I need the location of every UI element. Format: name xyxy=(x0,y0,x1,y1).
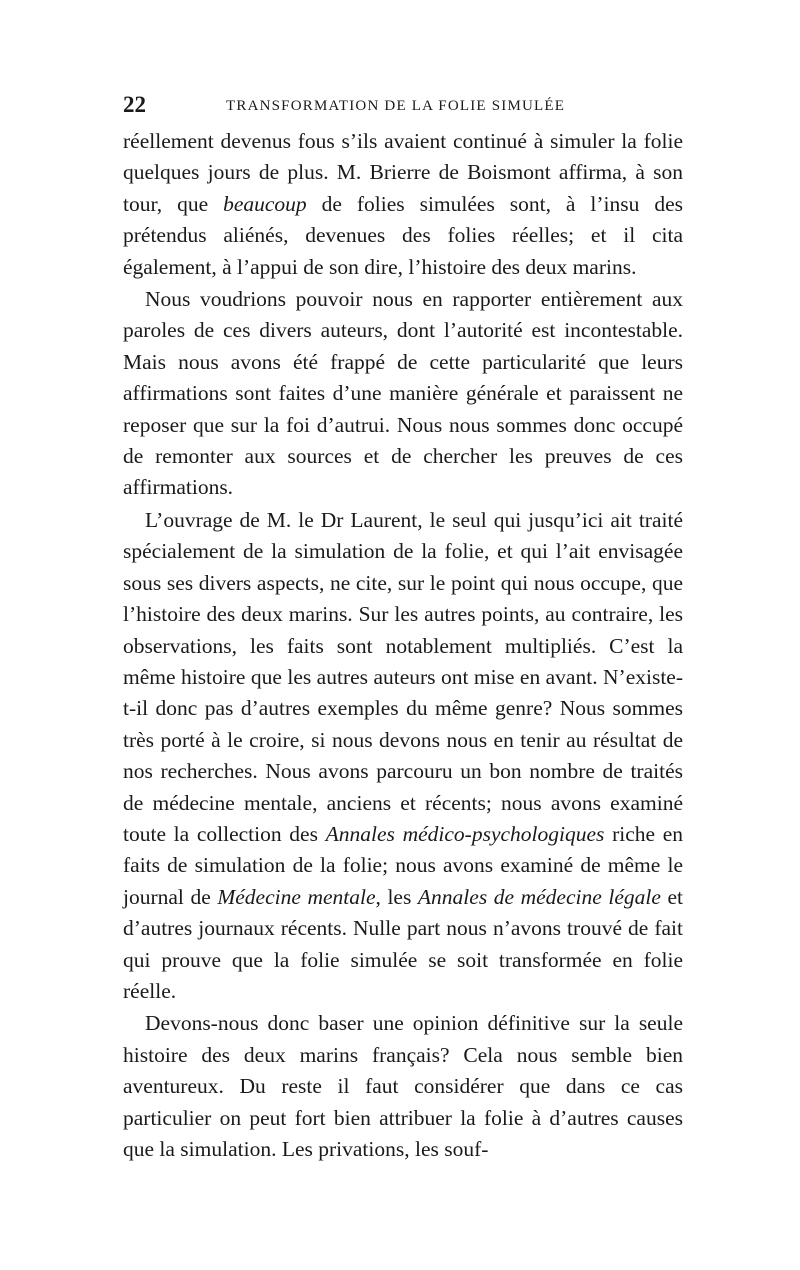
italic-title: beaucoup xyxy=(223,191,307,216)
body-text xyxy=(123,126,683,1165)
italic-title: Annales médico-psychologiques xyxy=(325,821,605,846)
paragraph-4 xyxy=(123,1008,683,1165)
text-run: L’ouvrage de M. le Dr Laurent, le seul qui jusqu’ici ait traité spécialement de la simulation de la folie, et qui l’ait envisagée sous ses divers aspects, ne cite, sur le point qui nous occupe, que l’histoire des deux marins. Sur les autres points, au contraire, les observations, les faits sont notablement multipliés. C’est la même histoire que les autres auteurs ont mise en avant. N’existe-t-il donc pas d’autres exemples du même genre? Nous sommes très porté à le croire, si nous devons nous en tenir au résultat de nos recherches. Nous avons parcouru un bon nombre de traités de médecine mentale, anciens et récents; nous avons examiné toute la collection des xyxy=(123,507,683,846)
paragraph-1 xyxy=(123,126,683,283)
paragraph-2 xyxy=(123,284,683,504)
paragraph-3 xyxy=(123,505,683,1008)
running-title: TRANSFORMATION DE LA FOLIE SIMULÉE xyxy=(226,98,566,114)
text-run: riche en faits de simulation de la folie; nous avons examiné de même le journal de xyxy=(123,821,684,909)
italic-title: Médecine mentale xyxy=(217,884,376,909)
page-number: 22 xyxy=(123,92,146,117)
text-run: et d’autres journaux récents. Nulle part nous n’avons trouvé de fait qui prouve que la folie simulée se soit transformée en folie réelle. xyxy=(123,884,683,1003)
text-run: réellement devenus fous s’ils avaient continué à simuler la folie quelques jours de plus. M. Brierre de Boismont affirma, à son tour, que xyxy=(123,129,683,216)
italic-title: Annales de médecine légale xyxy=(417,884,661,909)
text-run: Devons-nous donc baser une opinion définitive sur la seule histoire des deux marins français? Cela nous semble bien aventureux. Du reste il faut considérer que dans ce cas particulier on peut fort bien attribuer la folie à d’autres causes que la simulation. Les privations, les souf- xyxy=(123,1011,683,1161)
running-head xyxy=(123,92,683,122)
text-run: de folies simulées sont, à l’insu des prétendus aliénés, devenues des folies réelles; et il cita également, à l’appui de son dire, l’histoire des deux marins. xyxy=(123,191,683,279)
text-run: Nous voudrions pouvoir nous en rapporter entièrement aux paroles de ces divers auteurs, dont l’autorité est incontestable. Mais nous avons été frappé de cette particularité que leurs affirmations sont faites d’une manière générale et paraissent ne reposer que sur la foi d’autrui. Nous nous sommes donc occupé de remonter aux sources et de chercher les preuves de ces affirmations. xyxy=(123,287,683,500)
text-run: , les xyxy=(375,884,418,909)
